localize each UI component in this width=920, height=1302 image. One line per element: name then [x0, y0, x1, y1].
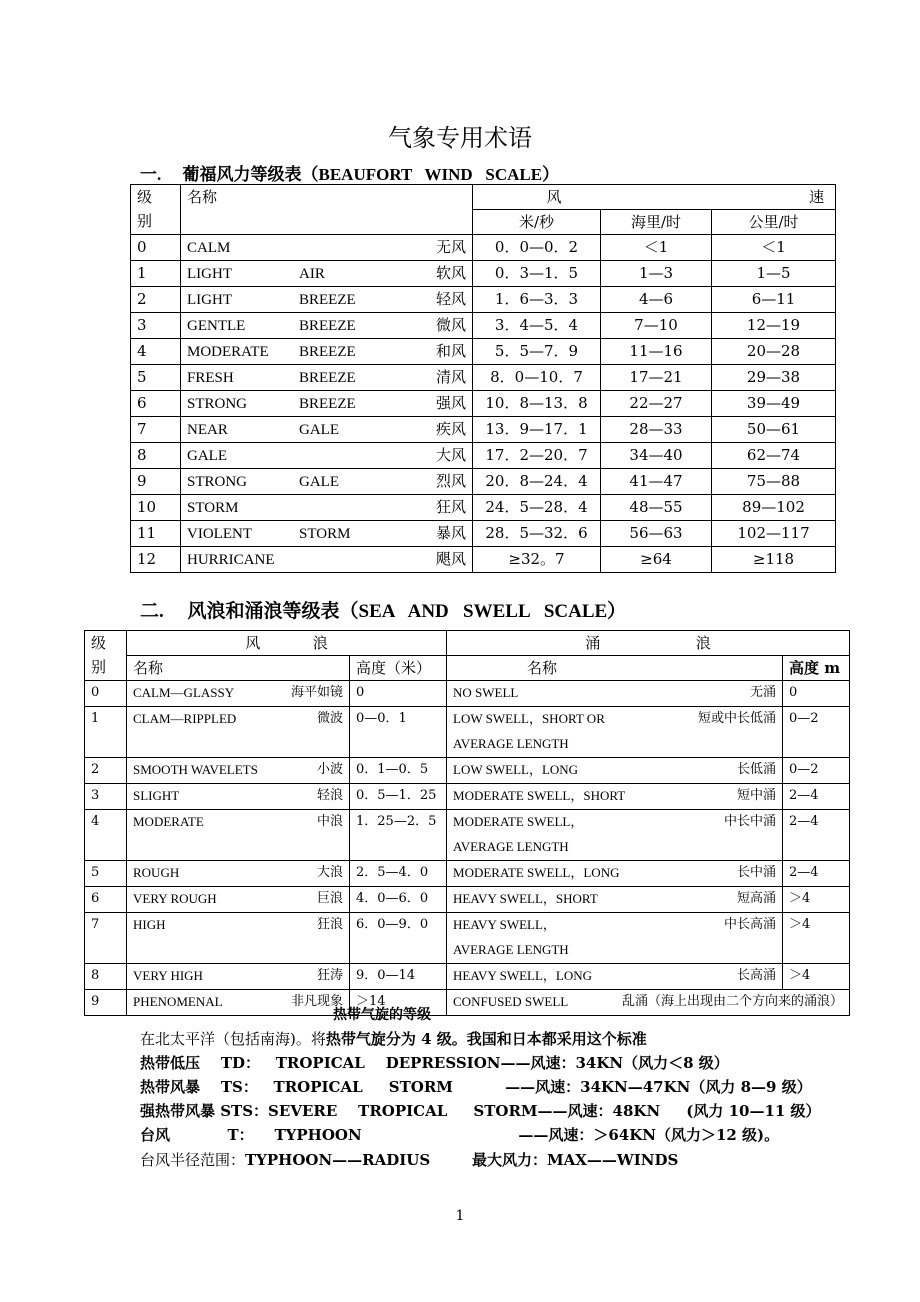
cyclone-intro: 在北太平洋（包括南海)。将热带气旋分为 4 级。我国和日本都采用这个标准 [140, 1030, 647, 1048]
wave-name-cell: VERY ROUGH 巨浪 [127, 887, 350, 913]
ms-cell: 0．0—0．2 [473, 235, 601, 261]
name-cell: FRESH BREEZE 清风 [181, 365, 473, 391]
knots-cell: 56—63 [601, 521, 712, 547]
name-cell: GENTLE BREEZE 微风 [181, 313, 473, 339]
grade-cell: 5 [131, 365, 181, 391]
cyclone-radius: 台风半径范围：TYPHOON——RADIUS 最大风力：MAX——WINDS [140, 1151, 679, 1169]
kmh-cell: 12—19 [712, 313, 836, 339]
kmh-cell: 39—49 [712, 391, 836, 417]
kmh-cell: 50—61 [712, 417, 836, 443]
table-row [131, 339, 836, 365]
header-swell-height: 高度 m [783, 656, 850, 681]
ms-cell: 17．2—20．7 [473, 443, 601, 469]
kmh-cell: 20—28 [712, 339, 836, 365]
knots-cell: 28—33 [601, 417, 712, 443]
kmh-cell: 62—74 [712, 443, 836, 469]
kmh-cell: ≥118 [712, 547, 836, 573]
name-cell: LIGHT AIR 软风 [181, 261, 473, 287]
wave-height-cell: ＞14 [350, 990, 447, 1016]
grade-cell: 7 [131, 417, 181, 443]
wave-height-cell: 0—0．1 [350, 707, 447, 758]
table-row [85, 861, 850, 887]
header-swell-name: 名称 [447, 656, 783, 681]
swell-height-cell: ＞4 [783, 913, 850, 964]
knots-cell: 7—10 [601, 313, 712, 339]
swell-height-cell: 0—2 [783, 707, 850, 758]
wave-name-cell: CLAM—RIPPLED 微波 [127, 707, 350, 758]
kmh-cell: 89—102 [712, 495, 836, 521]
name-cell: GALE 大风 [181, 443, 473, 469]
swell-name-cell: MODERATE SWELL， 中长中涌 AVERAGE LENGTH [447, 810, 783, 861]
grade-cell: 1 [85, 707, 127, 758]
ms-cell: 20．8—24．4 [473, 469, 601, 495]
swell-name-cell: HEAVY SWELL， 中长高涌 AVERAGE LENGTH [447, 913, 783, 964]
table-row [131, 495, 836, 521]
kmh-cell: ＜1 [712, 235, 836, 261]
section2-heading: 二. 风浪和涌浪等级表（SEA AND SWELL SCALE） [140, 601, 627, 622]
knots-cell: 41—47 [601, 469, 712, 495]
table-row [131, 391, 836, 417]
ms-cell: 24．5—28．4 [473, 495, 601, 521]
ms-cell: 1．6—3．3 [473, 287, 601, 313]
grade-cell: 0 [131, 235, 181, 261]
grade-cell: 8 [85, 964, 127, 990]
grade-cell: 1 [131, 261, 181, 287]
wave-height-cell: 2．5—4．0 [350, 861, 447, 887]
header-name: 名称 [181, 185, 473, 235]
swell-height-cell: 2—4 [783, 784, 850, 810]
table-row [131, 235, 836, 261]
table-row [85, 964, 850, 990]
table-row [85, 913, 850, 964]
table-row [85, 681, 850, 707]
table-row [85, 990, 850, 1016]
knots-cell: ≥64 [601, 547, 712, 573]
table-row [85, 707, 850, 758]
swell-height-cell: 0—2 [783, 758, 850, 784]
swell-name-cell: CONFUSED SWELL 乱涌（海上出现由二个方向来的涌浪） [447, 990, 850, 1016]
knots-cell: 11—16 [601, 339, 712, 365]
table-row [85, 887, 850, 913]
swell-height-cell: 0 [783, 681, 850, 707]
swell-name-cell: NO SWELL 无涌 [447, 681, 783, 707]
page-number: 1 [455, 1208, 465, 1224]
wave-name-cell: MODERATE 中浪 [127, 810, 350, 861]
section1-heading: 一. 葡福风力等级表（BEAUFORT WIND SCALE） [140, 165, 560, 184]
kmh-cell: 29—38 [712, 365, 836, 391]
wave-height-cell: 6．0—9．0 [350, 913, 447, 964]
wave-height-cell: 1．25—2．5 [350, 810, 447, 861]
header-ms: 米/秒 [473, 210, 601, 235]
name-cell: HURRICANE 飓风 [181, 547, 473, 573]
swell-height-cell: ＞4 [783, 887, 850, 913]
swell-name-cell: MODERATE SWELL，SHORT 短中涌 [447, 784, 783, 810]
kmh-cell: 75—88 [712, 469, 836, 495]
header-wave-height: 高度（米） [350, 656, 447, 681]
header-swell: 涌 浪 [447, 631, 850, 656]
ms-cell: ≥32。7 [473, 547, 601, 573]
wave-height-cell: 0 [350, 681, 447, 707]
name-cell: LIGHT BREEZE 轻风 [181, 287, 473, 313]
section3-heading: 热带气旋的等级 [333, 1007, 431, 1023]
grade-cell: 4 [85, 810, 127, 861]
table-row [131, 521, 836, 547]
swell-name-cell: LOW SWELL，SHORT OR 短或中长低涌 AVERAGE LENGTH [447, 707, 783, 758]
header-knots: 海里/时 [601, 210, 712, 235]
grade-cell: 6 [85, 887, 127, 913]
table-row [85, 758, 850, 784]
table-row [131, 443, 836, 469]
grade-cell: 12 [131, 547, 181, 573]
name-cell: MODERATE BREEZE 和风 [181, 339, 473, 365]
table-row [131, 547, 836, 573]
wave-name-cell: CALM—GLASSY 海平如镜 [127, 681, 350, 707]
ms-cell: 28．5—32．6 [473, 521, 601, 547]
swell-name-cell: LOW SWELL，LONG 长低涌 [447, 758, 783, 784]
wave-height-cell: 4．0—6．0 [350, 887, 447, 913]
kmh-cell: 1—5 [712, 261, 836, 287]
wave-name-cell: SMOOTH WAVELETS 小波 [127, 758, 350, 784]
table-row [85, 784, 850, 810]
grade-cell: 2 [85, 758, 127, 784]
kmh-cell: 6—11 [712, 287, 836, 313]
knots-cell: 17—21 [601, 365, 712, 391]
wave-height-cell: 0．5—1．25 [350, 784, 447, 810]
ms-cell: 10．8—13．8 [473, 391, 601, 417]
knots-cell: 4—6 [601, 287, 712, 313]
table-row [131, 261, 836, 287]
table-row [85, 810, 850, 861]
name-cell: CALM 无风 [181, 235, 473, 261]
ms-cell: 5．5—7．9 [473, 339, 601, 365]
table-row [131, 313, 836, 339]
cyclone-line-t: 台风 T： TYPHOON ——风速：＞64KN（风力＞12 级)。 [140, 1126, 780, 1144]
header-kmh: 公里/时 [712, 210, 836, 235]
grade-cell: 0 [85, 681, 127, 707]
header-wave-name: 名称 [127, 656, 350, 681]
wave-height-cell: 0．1—0．5 [350, 758, 447, 784]
swell-name-cell: HEAVY SWELL，LONG 长高涌 [447, 964, 783, 990]
grade-cell: 5 [85, 861, 127, 887]
grade-cell: 3 [131, 313, 181, 339]
header-wind-speed: 风 速 [473, 185, 836, 210]
cyclone-line-ts: 热带风暴 TS： TROPICAL STORM ——风速：34KN—47KN（风力 8—9 级） [140, 1078, 812, 1096]
grade-cell: 4 [131, 339, 181, 365]
name-cell: NEAR GALE 疾风 [181, 417, 473, 443]
grade-cell: 8 [131, 443, 181, 469]
wave-name-cell: VERY HIGH 狂涛 [127, 964, 350, 990]
knots-cell: 34—40 [601, 443, 712, 469]
swell-height-cell: 2—4 [783, 810, 850, 861]
header-wave: 风 浪 [127, 631, 447, 656]
beaufort-table [130, 184, 836, 573]
grade-cell: 9 [131, 469, 181, 495]
table-row [131, 287, 836, 313]
table-row [131, 417, 836, 443]
grade-cell: 11 [131, 521, 181, 547]
swell-height-cell: ＞4 [783, 964, 850, 990]
name-cell: STORM 狂风 [181, 495, 473, 521]
sea-swell-table [84, 630, 850, 1016]
wave-name-cell: SLIGHT 轻浪 [127, 784, 350, 810]
table-row [131, 469, 836, 495]
grade-cell: 3 [85, 784, 127, 810]
ms-cell: 0．3—1．5 [473, 261, 601, 287]
swell-name-cell: MODERATE SWELL，LONG 长中涌 [447, 861, 783, 887]
grade-cell: 2 [131, 287, 181, 313]
name-cell: STRONG GALE 烈风 [181, 469, 473, 495]
wave-name-cell: PHENOMENAL 非凡现象 [127, 990, 350, 1016]
name-cell: VIOLENT STORM 暴风 [181, 521, 473, 547]
grade-cell: 10 [131, 495, 181, 521]
page-title: 气象专用术语 [388, 124, 532, 152]
swell-height-cell: 2—4 [783, 861, 850, 887]
name-cell: STRONG BREEZE 强风 [181, 391, 473, 417]
cyclone-line-sts: 强热带风暴 STS：SEVERE TROPICAL STORM——风速：48KN (风力 10—11 级） [140, 1102, 821, 1120]
ms-cell: 13．9—17．1 [473, 417, 601, 443]
knots-cell: ＜1 [601, 235, 712, 261]
table-row [131, 365, 836, 391]
knots-cell: 1—3 [601, 261, 712, 287]
header-grade: 级 别 [131, 185, 181, 235]
grade-cell: 9 [85, 990, 127, 1016]
wave-name-cell: ROUGH 大浪 [127, 861, 350, 887]
knots-cell: 48—55 [601, 495, 712, 521]
wave-height-cell: 9．0—14 [350, 964, 447, 990]
ms-cell: 3．4—5．4 [473, 313, 601, 339]
ms-cell: 8．0—10．7 [473, 365, 601, 391]
header-grade: 级 别 [85, 631, 127, 681]
cyclone-line-td: 热带低压 TD： TROPICAL DEPRESSION——风速：34KN（风力＜8 级） [140, 1054, 729, 1072]
grade-cell: 7 [85, 913, 127, 964]
knots-cell: 22—27 [601, 391, 712, 417]
wave-name-cell: HIGH 狂浪 [127, 913, 350, 964]
swell-name-cell: HEAVY SWELL，SHORT 短高涌 [447, 887, 783, 913]
kmh-cell: 102—117 [712, 521, 836, 547]
grade-cell: 6 [131, 391, 181, 417]
